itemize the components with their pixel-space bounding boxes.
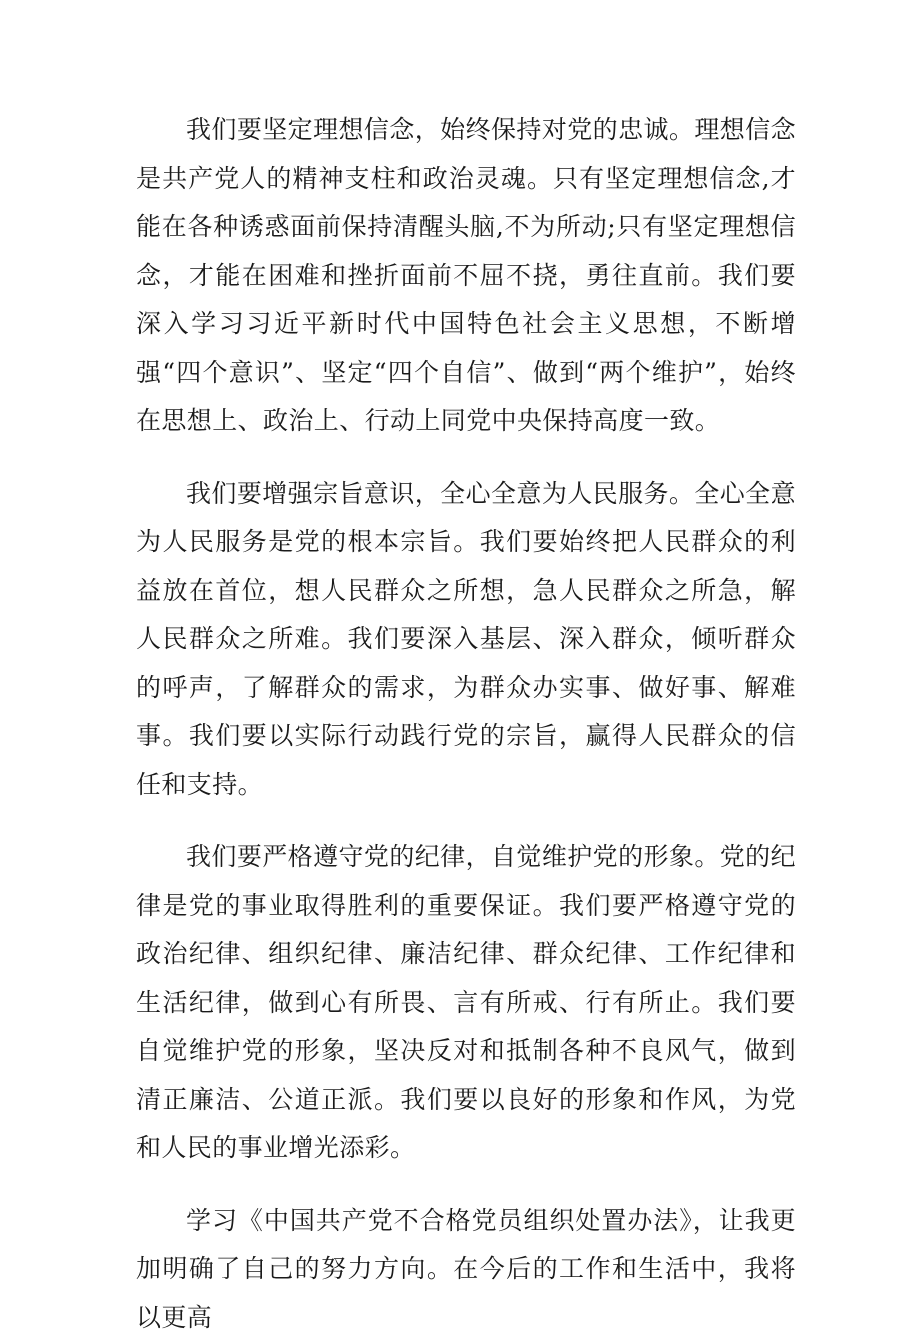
paragraph-study: 学习《中国共产党不合格党员组织处置办法》，让我更加明确了自己的努力方向。在今后的工作和生活中，我将以更高: [136, 1197, 796, 1342]
document-body: [136, 106, 796, 1342]
paragraph-ideals: 我们要坚定理想信念，始终保持对党的忠诚。理想信念是共产党人的精神支柱和政治灵魂。只有坚定理想信念,才能在各种诱惑面前保持清醒头脑,不为所动;只有坚定理想信念，才能在困难和挫折面前不屈不挠，勇往直前。我们要深入学习习近平新时代中国特色社会主义思想，不断增强“四个意识”、坚定“四个自信”、做到“两个维护”，始终在思想上、政治上、行动上同党中央保持高度一致。: [136, 106, 796, 446]
paragraph-discipline: 我们要严格遵守党的纪律，自觉维护党的形象。党的纪律是党的事业取得胜利的重要保证。我们要严格遵守党的政治纪律、组织纪律、廉洁纪律、群众纪律、工作纪律和生活纪律，做到心有所畏、言有所戒、行有所止。我们要自觉维护党的形象，坚决反对和抵制各种不良风气，做到清正廉洁、公道正派。我们要以良好的形象和作风，为党和人民的事业增光添彩。: [136, 833, 796, 1173]
paragraph-service: 我们要增强宗旨意识，全心全意为人民服务。全心全意为人民服务是党的根本宗旨。我们要始终把人民群众的利益放在首位，想人民群众之所想，急人民群众之所急，解人民群众之所难。我们要深入基层、深入群众，倾听群众的呼声，了解群众的需求，为群众办实事、做好事、解难事。我们要以实际行动践行党的宗旨，赢得人民群众的信任和支持。: [136, 470, 796, 810]
